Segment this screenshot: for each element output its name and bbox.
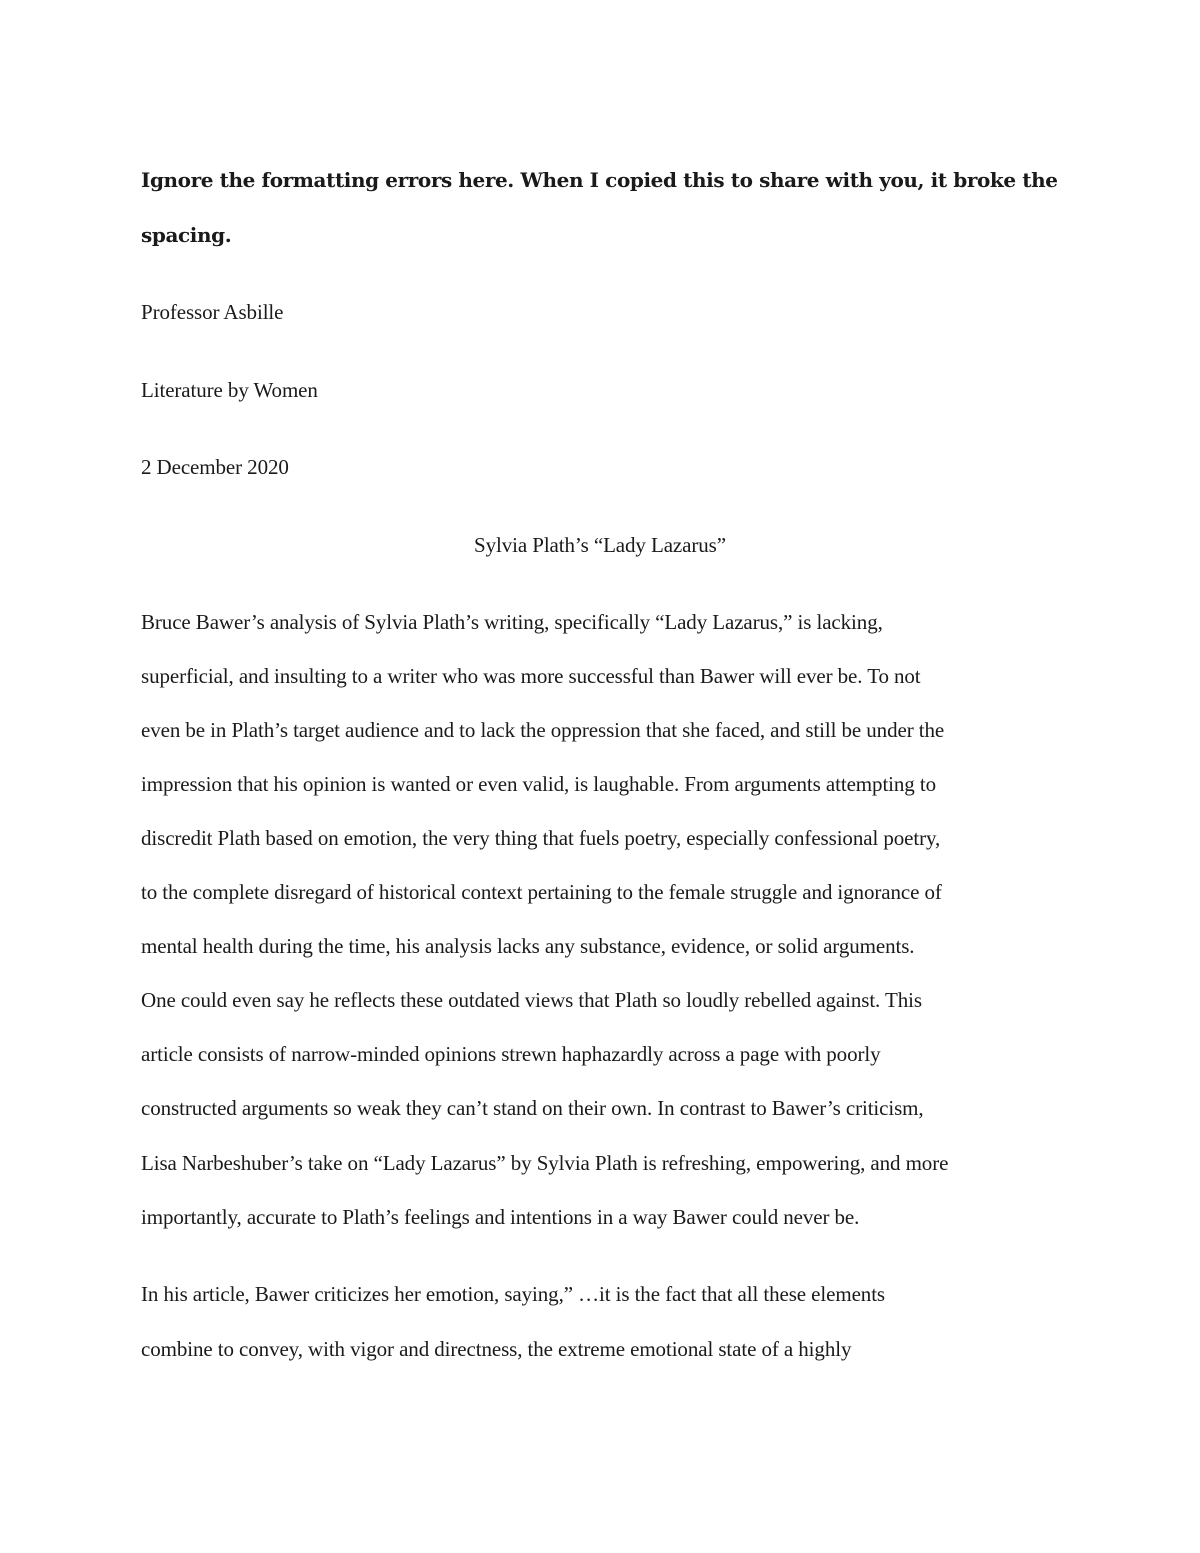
document-date: 2 December 2020 bbox=[141, 455, 289, 479]
paragraph-line: importantly, accurate to Plath’s feelings and intentions in a way Bawer could never be. bbox=[141, 1205, 860, 1229]
paragraph-line: impression that his opinion is wanted or even valid, is laughable. From arguments attempting to bbox=[141, 772, 936, 796]
paragraph-line: to the complete disregard of historical context pertaining to the female struggle and ignorance of bbox=[141, 880, 942, 904]
paragraph-line: discredit Plath based on emotion, the very thing that fuels poetry, especially confessional poetry, bbox=[141, 826, 941, 850]
paragraph-line: One could even say he reflects these outdated views that Plath so loudly rebelled against. This bbox=[141, 988, 922, 1012]
paragraph-line: constructed arguments so weak they can’t stand on their own. In contrast to Bawer’s criticism, bbox=[141, 1096, 924, 1120]
paragraph-line: Bruce Bawer’s analysis of Sylvia Plath’s writing, specifically “Lady Lazarus,” is lacking, bbox=[141, 610, 883, 634]
course-name: Literature by Women bbox=[141, 378, 318, 402]
professor-name: Professor Asbille bbox=[141, 300, 284, 324]
paragraph-line: superficial, and insulting to a writer who was more successful than Bawer will ever be. To not bbox=[141, 664, 921, 688]
formatting-note-line-2: spacing. bbox=[141, 223, 232, 247]
formatting-note-line-1: Ignore the formatting errors here. When I copied this to share with you, it broke the bbox=[141, 168, 1058, 192]
paragraph-line: mental health during the time, his analysis lacks any substance, evidence, or solid arguments. bbox=[141, 934, 915, 958]
paragraph-line: In his article, Bawer criticizes her emotion, saying,” …it is the fact that all these elements bbox=[141, 1282, 886, 1306]
essay-title: Sylvia Plath’s “Lady Lazarus” bbox=[474, 533, 726, 557]
paragraph-line: Lisa Narbeshuber’s take on “Lady Lazarus” by Sylvia Plath is refreshing, empowering, and more bbox=[141, 1151, 949, 1175]
paragraph-line: article consists of narrow-minded opinions strewn haphazardly across a page with poorly bbox=[141, 1042, 881, 1066]
paragraph-line: combine to convey, with vigor and directness, the extreme emotional state of a highly bbox=[141, 1337, 852, 1361]
paragraph-line: even be in Plath’s target audience and to lack the oppression that she faced, and still be under the bbox=[141, 718, 945, 742]
